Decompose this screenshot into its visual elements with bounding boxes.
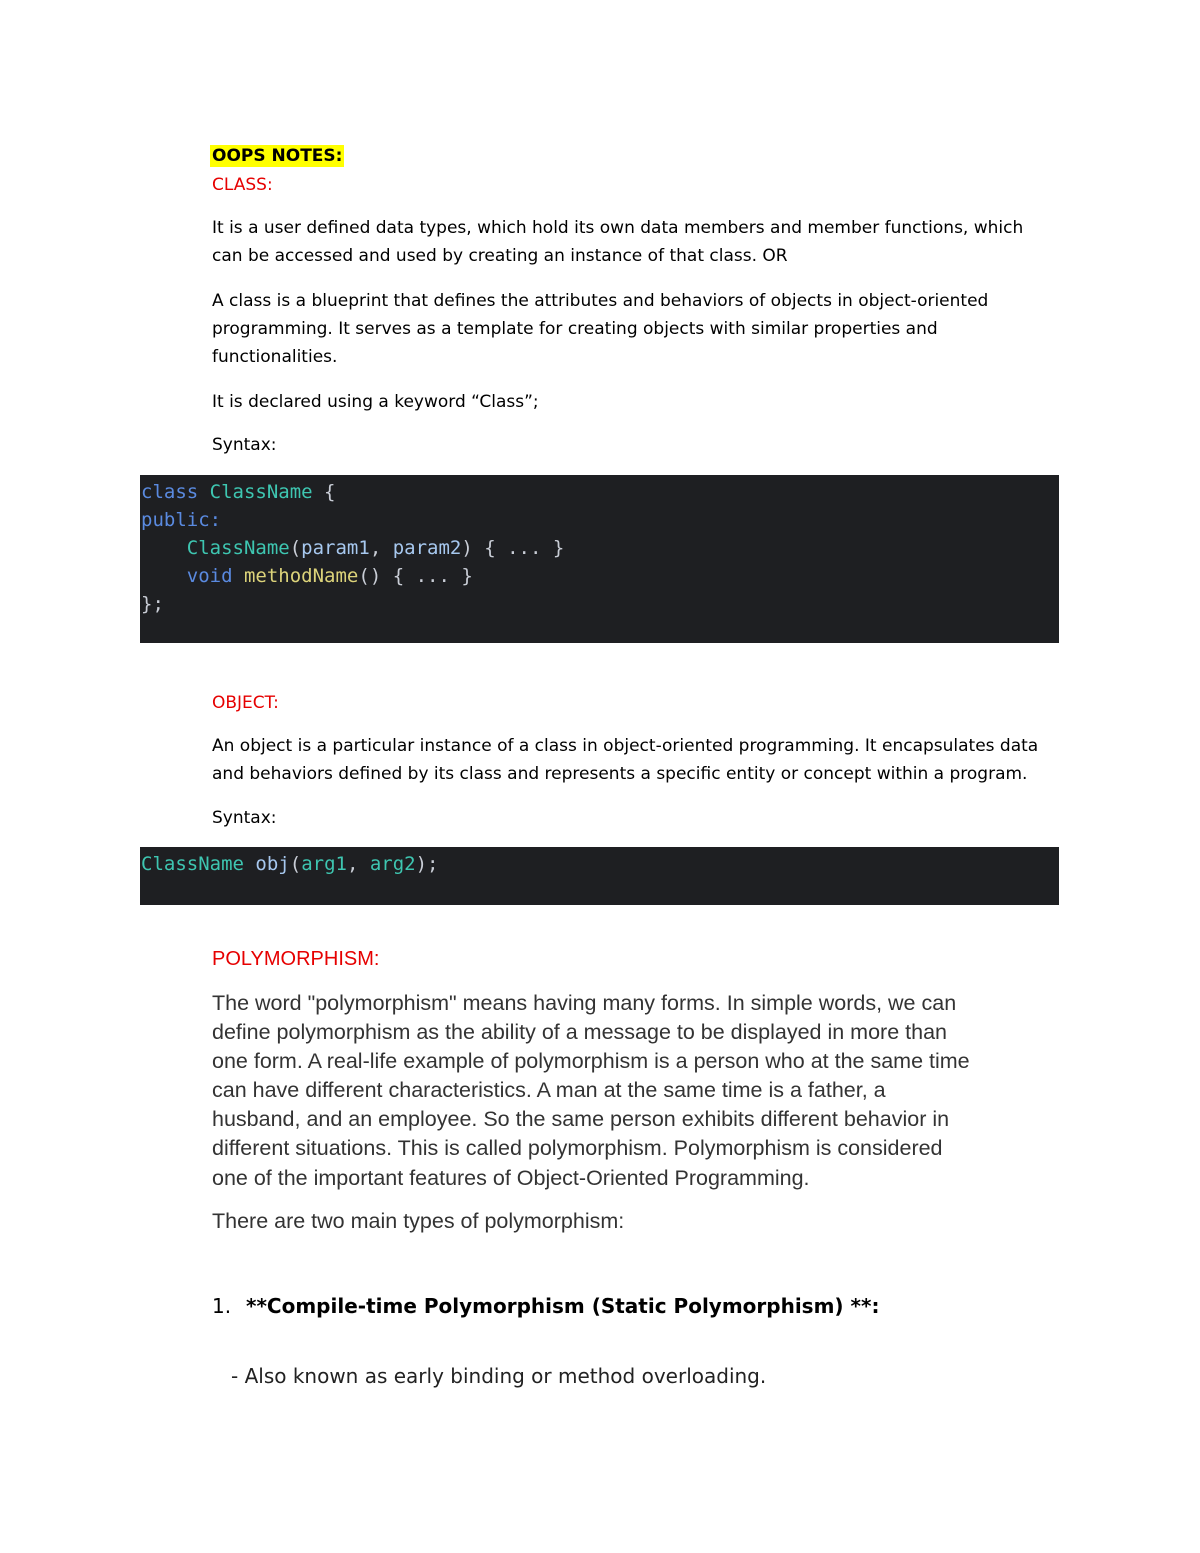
class-syntax-label: Syntax: <box>212 435 277 455</box>
code-comma: , <box>369 537 393 559</box>
list-item-1-text: **Compile-time Polymorphism (Static Polymorphism) **: <box>246 1294 880 1318</box>
poly-para-line1: The word "polymorphism" means having many forms. In simple words, we can <box>212 991 957 1015</box>
code-close-brace: }; <box>141 593 164 615</box>
code-object-var: obj <box>255 853 290 875</box>
code-line-1 <box>141 478 336 506</box>
polymorphism-heading: POLYMORPHISM: <box>212 948 380 970</box>
code-keyword-void: void <box>186 565 233 587</box>
code-param1: param1 <box>301 537 370 559</box>
object-code-line <box>141 850 439 878</box>
code-indent <box>141 565 187 587</box>
object-code-block <box>140 847 1059 905</box>
code-line-3 <box>141 534 564 562</box>
poly-para-line6: different situations. This is called polymorphism. Polymorphism is considered <box>212 1136 943 1160</box>
poly-para-line2: define polymorphism as the ability of a message to be displayed in more than <box>212 1020 947 1044</box>
code-colon: : <box>209 509 222 531</box>
object-para-line1: An object is a particular instance of a class in object-oriented programming. It encapsulates data <box>212 736 1039 756</box>
document-title: OOPS NOTES: <box>212 146 343 166</box>
class-para1-line1: It is a user defined data types, which hold its own data members and member functions, which <box>212 218 1024 238</box>
code-object-class: ClassName <box>141 853 244 875</box>
code-keyword-class: class <box>141 481 199 503</box>
code-arg1: arg1 <box>301 853 347 875</box>
poly-para-line7: one of the important features of Object-Oriented Programming. <box>212 1166 810 1190</box>
poly-types-intro: There are two main types of polymorphism: <box>212 1209 625 1233</box>
code-param2: param2 <box>392 537 462 559</box>
code-method-name: methodName <box>243 565 359 587</box>
code-line-2 <box>141 506 221 534</box>
list-item-1-sub: - Also known as early binding or method overloading. <box>231 1364 767 1388</box>
code-class-name: ClassName <box>209 481 313 503</box>
code-indent <box>141 537 187 559</box>
poly-para-line4: can have different characteristics. A man at the same time is a father, a <box>212 1078 886 1102</box>
code-open-brace: { <box>312 481 336 503</box>
class-para3: It is declared using a keyword “Class”; <box>212 392 539 412</box>
object-para-line2: and behaviors defined by its class and represents a specific entity or concept within a program. <box>212 764 1028 784</box>
code-ctor-body: ) { ... } <box>461 537 565 559</box>
class-para2-line1: A class is a blueprint that defines the attributes and behaviors of objects in object-oriented <box>212 291 989 311</box>
class-para2-line2: programming. It serves as a template for creating objects with similar properties and <box>212 319 938 339</box>
code-comma: , <box>346 853 370 875</box>
code-paren-open: ( <box>289 537 302 559</box>
code-line-4 <box>141 562 473 590</box>
class-heading: CLASS: <box>212 175 273 195</box>
class-para1-line2: can be accessed and used by creating an instance of that class. OR <box>212 246 788 266</box>
code-paren-open: ( <box>289 853 302 875</box>
poly-para-line5: husband, and an employee. So the same person exhibits different behavior in <box>212 1107 950 1131</box>
list-item-1-number: 1. <box>212 1294 232 1318</box>
code-paren-close: ); <box>415 853 439 875</box>
code-method-body: () { ... } <box>358 565 473 587</box>
class-code-block <box>140 475 1059 643</box>
code-keyword-public: public <box>141 509 210 531</box>
code-arg2: arg2 <box>369 853 416 875</box>
class-para2-line3: functionalities. <box>212 347 338 367</box>
object-heading: OBJECT: <box>212 693 279 713</box>
object-syntax-label: Syntax: <box>212 808 277 828</box>
code-constructor: ClassName <box>186 537 290 559</box>
code-line-5 <box>141 590 164 618</box>
poly-para-line3: one form. A real-life example of polymorphism is a person who at the same time <box>212 1049 970 1073</box>
